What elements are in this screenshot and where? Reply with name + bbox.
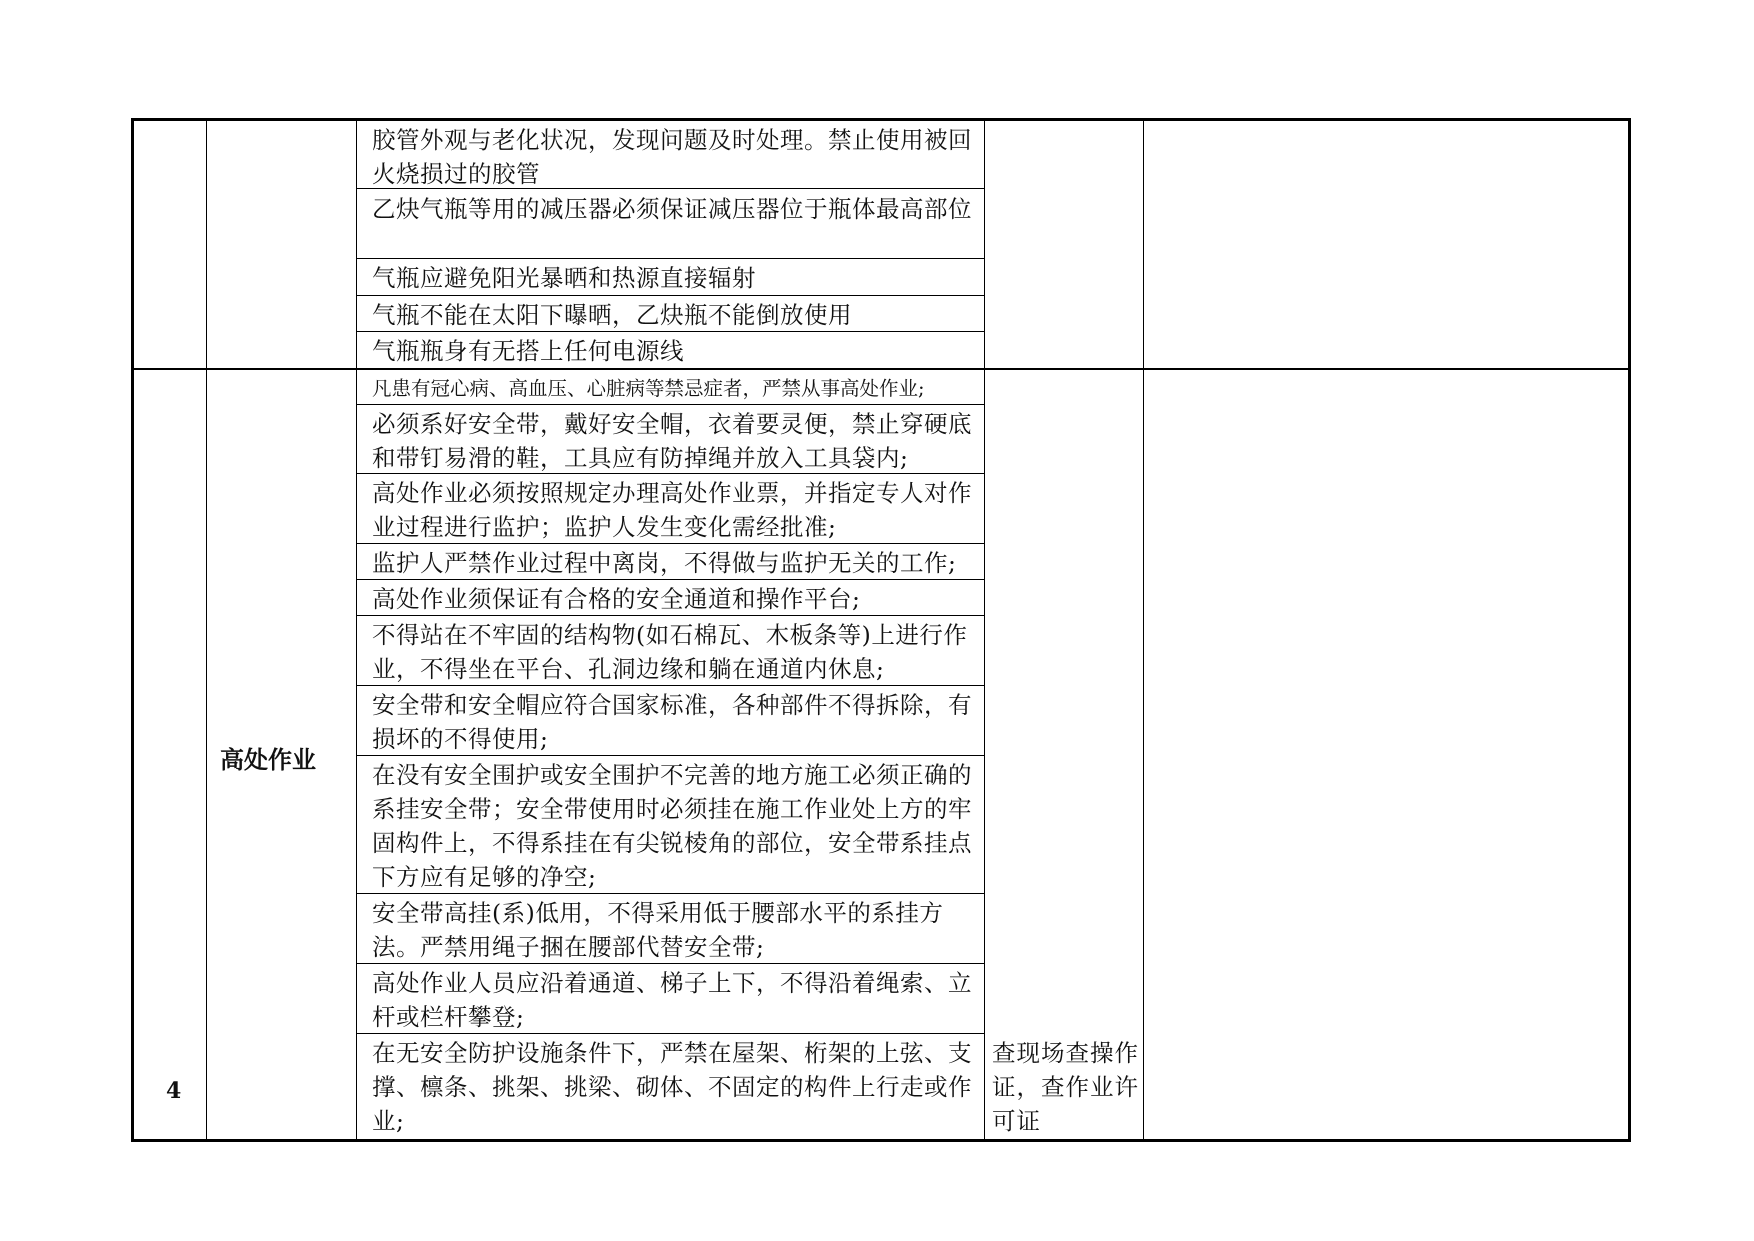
check-item: 高处作业须保证有合格的安全通道和操作平台; <box>372 585 861 613</box>
check-item: 在无安全防护设施条件下，严禁在屋架、桁架的上弦、支撑、檩条、挑架、挑梁、砌体、不固定的构件上行走或作业; <box>372 1039 972 1135</box>
check-item: 气瓶应避免阳光暴晒和热源直接辐射 <box>372 264 756 292</box>
check-item: 在没有安全围护或安全围护不完善的地方施工必须正确的系挂安全带；安全带使用时必须挂在施工作业处上方的牢固构件上，不得系挂在有尖锐棱角的部位，安全带系挂点下方应有足够的净空; <box>372 761 972 891</box>
inspection-method: 查现场查操作证，查作业许可证 <box>992 1039 1139 1135</box>
check-item: 乙炔气瓶等用的减压器必须保证减压器位于瓶体最高部位 <box>372 195 972 223</box>
check-item: 高处作业人员应沿着通道、梯子上下，不得沿着绳索、立杆或栏杆攀登; <box>372 969 972 1031</box>
column-divider-1 <box>206 118 207 1142</box>
check-item: 高处作业必须按照规定办理高处作业票，并指定专人对作业过程进行监护；监护人发生变化需经批准; <box>372 479 972 541</box>
check-item: 胶管外观与老化状况，发现问题及时处理。禁止使用被回火烧损过的胶管 <box>372 126 972 188</box>
check-item: 气瓶瓶身有无搭上任何电源线 <box>372 337 684 365</box>
check-item: 监护人严禁作业过程中离岗，不得做与监护无关的工作; <box>372 549 957 577</box>
column-divider-3 <box>984 118 985 1142</box>
check-item: 安全带和安全帽应符合国家标准，各种部件不得拆除，有损坏的不得使用; <box>372 691 972 753</box>
check-item: 安全带高挂(系)低用，不得采用低于腰部水平的系挂方法。严禁用绳子捆在腰部代替安全带; <box>372 899 944 961</box>
column-divider-4 <box>1143 118 1144 1142</box>
column-divider-2 <box>356 118 357 1142</box>
section-number: 4 <box>166 1078 182 1104</box>
check-item: 气瓶不能在太阳下曝晒，乙炔瓶不能倒放使用 <box>372 301 852 329</box>
check-item: 必须系好安全带，戴好安全帽，衣着要灵便，禁止穿硬底和带钉易滑的鞋，工具应有防掉绳并放入工具袋内; <box>372 410 972 472</box>
check-item: 不得站在不牢固的结构物(如石棉瓦、木板条等)上进行作业，不得坐在平台、孔洞边缘和躺在通道内休息; <box>372 621 968 683</box>
row-divider <box>356 188 984 189</box>
check-item: 凡患有冠心病、高血压、心脏病等禁忌症者，严禁从事高处作业; <box>372 377 925 400</box>
category-label: 高处作业 <box>220 746 316 774</box>
